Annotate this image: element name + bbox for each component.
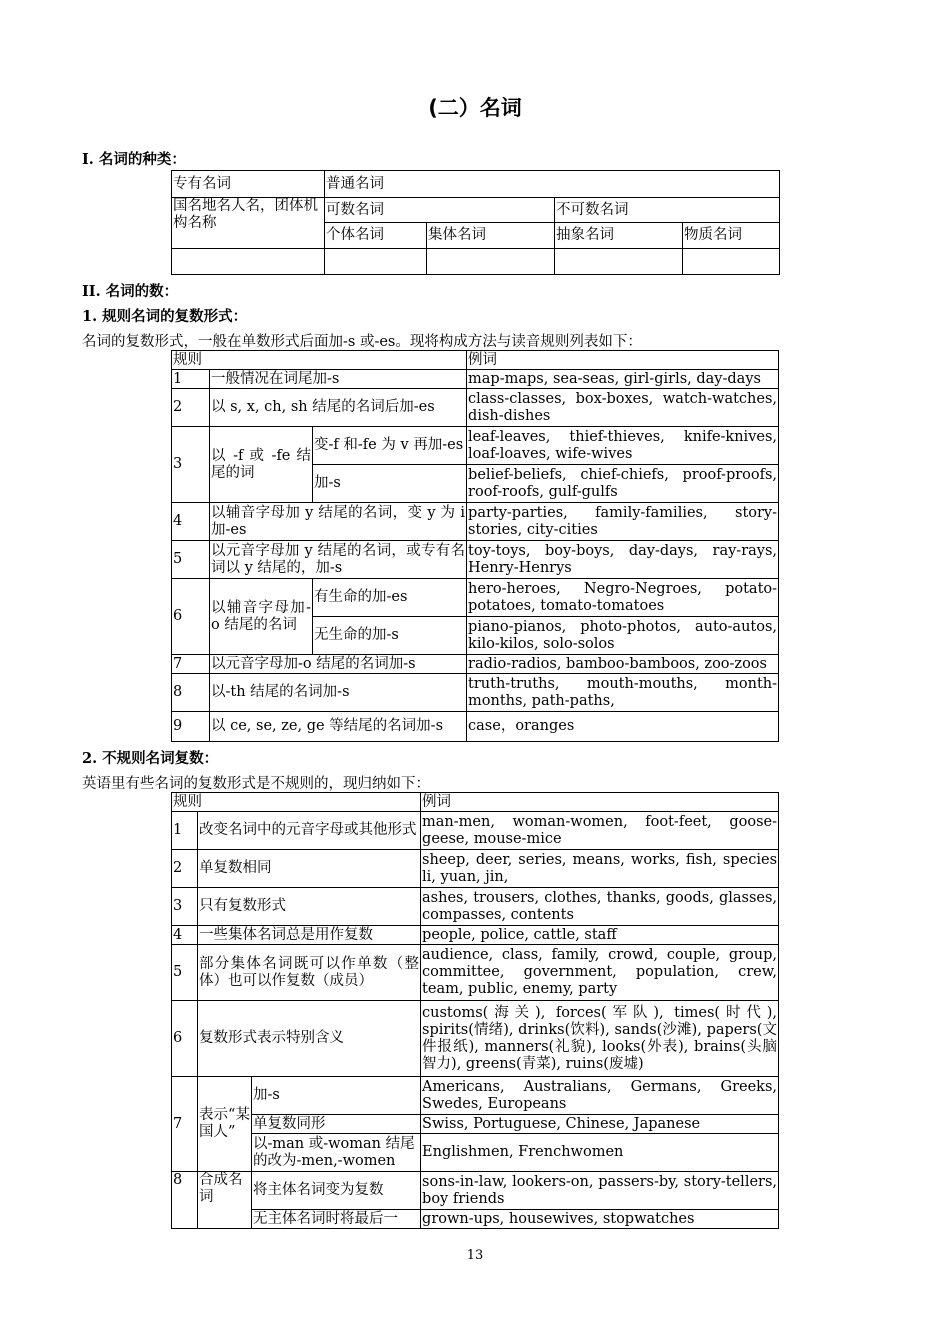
subheading-irregular-plural: 2. 不规则名词复数： bbox=[82, 750, 219, 767]
rule-text: 合成名词 bbox=[198, 1172, 252, 1229]
rule-text: 以 s, x, ch, sh 结尾的名词后加-es bbox=[210, 389, 467, 427]
rule-subtext: 无生命的加-s bbox=[313, 617, 467, 655]
header-rule: 规则 bbox=[172, 351, 467, 370]
rule-number: 3 bbox=[172, 427, 210, 503]
intro-regular-plural: 名词的复数形式，一般在单数形式后面加-s 或-es。现将构成方法与读音规则列表如下： bbox=[82, 334, 642, 350]
irregular-plural-table bbox=[171, 792, 779, 1229]
rule-text: 复数形式表示特别含义 bbox=[198, 1001, 421, 1077]
rule-text: 以元音字母加-o 结尾的名词加-s bbox=[210, 655, 467, 674]
rule-text: 以元音字母加 y 结尾的名词，或专有名词以 y 结尾的，加-s bbox=[210, 541, 467, 579]
cell-proper-noun: 专有名词 bbox=[172, 171, 325, 198]
cell-material: 物质名词 bbox=[683, 223, 780, 249]
rule-example: map-maps, sea-seas, girl-girls, day-days bbox=[467, 370, 779, 389]
rule-subtext: 将主体名词变为复数 bbox=[252, 1172, 421, 1210]
rule-number: 2 bbox=[172, 389, 210, 427]
cell-collective: 集体名词 bbox=[427, 223, 555, 249]
rule-example: case，oranges bbox=[467, 712, 779, 742]
rule-subtext: 加-s bbox=[252, 1077, 421, 1115]
rule-number: 5 bbox=[172, 945, 198, 1001]
cell-countable: 可数名词 bbox=[325, 198, 555, 223]
rule-example: leaf-leaves, thief-thieves, knife-knives, loaf-loaves, wife-wives bbox=[467, 427, 779, 465]
cell-abstract: 抽象名词 bbox=[555, 223, 683, 249]
rule-example: piano-pianos, photo-photos, auto-autos, kilo-kilos, solo-solos bbox=[467, 617, 779, 655]
cell-empty bbox=[555, 249, 683, 275]
rule-number: 7 bbox=[172, 655, 210, 674]
rule-subtext: 变-f 和-fe 为 v 再加-es bbox=[313, 427, 467, 465]
cell-empty bbox=[683, 249, 780, 275]
rule-number: 3 bbox=[172, 888, 198, 926]
header-example: 例词 bbox=[467, 351, 779, 370]
regular-plural-table bbox=[171, 350, 779, 742]
rule-example: customs(海关), forces(军队), times(时代), spirits(情绪), drinks(饮料), sands(沙滩), papers(文件报纸), manners(礼貌), looks(外表), brains(头脑智力), greens(青菜), ruins(废墟) bbox=[421, 1001, 779, 1077]
rule-number: 4 bbox=[172, 926, 198, 945]
cell-common-noun: 普通名词 bbox=[325, 171, 780, 198]
rule-subtext: 无主体名词时将最后一 bbox=[252, 1210, 421, 1229]
rule-text: 表示“某国人” bbox=[198, 1077, 252, 1172]
cell-empty bbox=[172, 249, 325, 275]
rule-text: 以 ce, se, ze, ge 等结尾的名词加-s bbox=[210, 712, 467, 742]
cell-individual: 个体名词 bbox=[325, 223, 427, 249]
rule-subtext: 单复数同形 bbox=[252, 1115, 421, 1134]
subheading-regular-plural: 1. 规则名词的复数形式： bbox=[82, 308, 248, 325]
rule-example: truth-truths, mouth-mouths, month-months, path-paths, bbox=[467, 674, 779, 712]
rule-example: man-men, woman-women, foot-feet, goose-geese, mouse-mice bbox=[421, 812, 779, 850]
rule-subtext: 有生命的加-es bbox=[313, 579, 467, 617]
rule-number: 7 bbox=[172, 1077, 198, 1172]
rule-text: 改变名词中的元音字母或其他形式 bbox=[198, 812, 421, 850]
rule-text: 以辅音字母加 y 结尾的名词，变 y 为 i 加-es bbox=[210, 503, 467, 541]
cell-empty bbox=[427, 249, 555, 275]
rule-example: Englishmen, Frenchwomen bbox=[421, 1134, 779, 1172]
rule-example: Swiss, Portuguese, Chinese, Japanese bbox=[421, 1115, 779, 1134]
rule-text: 以辅音字母加-o 结尾的名词 bbox=[210, 579, 313, 655]
rule-number: 4 bbox=[172, 503, 210, 541]
rule-number: 9 bbox=[172, 712, 210, 742]
rule-subtext: 以-man 或-woman 结尾的改为-men,-women bbox=[252, 1134, 421, 1172]
rule-example: class-classes, box-boxes, watch-watches, dish-dishes bbox=[467, 389, 779, 427]
rule-number: 2 bbox=[172, 850, 198, 888]
rule-example: party-parties, family-families, story-stories, city-cities bbox=[467, 503, 779, 541]
rule-example: sons-in-law, lookers-on, passers-by, story-tellers, boy friends bbox=[421, 1172, 779, 1210]
section-heading-noun-number: II. 名词的数： bbox=[82, 283, 179, 300]
rule-number: 1 bbox=[172, 370, 210, 389]
header-example: 例词 bbox=[421, 793, 779, 812]
rule-text: 以 -f 或 -fe 结尾的词 bbox=[210, 427, 313, 503]
rule-example: hero-heroes, Negro-Negroes, potato-potatoes, tomato-tomatoes bbox=[467, 579, 779, 617]
noun-types-table bbox=[171, 170, 780, 275]
rule-example: Americans, Australians, Germans, Greeks, Swedes, Europeans bbox=[421, 1077, 779, 1115]
rule-number: 8 bbox=[172, 1172, 198, 1229]
rule-example: grown-ups, housewives, stopwatches bbox=[421, 1210, 779, 1229]
rule-text: 以-th 结尾的名词加-s bbox=[210, 674, 467, 712]
rule-example: people, police, cattle, staff bbox=[421, 926, 779, 945]
rule-subtext: 加-s bbox=[313, 465, 467, 503]
rule-example: ashes, trousers, clothes, thanks, goods, glasses, compasses, contents bbox=[421, 888, 779, 926]
rule-text: 单复数相同 bbox=[198, 850, 421, 888]
rule-number: 8 bbox=[172, 674, 210, 712]
rule-number: 5 bbox=[172, 541, 210, 579]
section-heading-noun-types: I. 名词的种类： bbox=[82, 151, 186, 168]
rule-number: 1 bbox=[172, 812, 198, 850]
rule-example: audience, class, family, crowd, couple, group, committee, government, population, crew, team, public, enemy, party bbox=[421, 945, 779, 1001]
rule-number: 6 bbox=[172, 1001, 198, 1077]
cell-uncountable: 不可数名词 bbox=[555, 198, 780, 223]
rule-text: 一般情况在词尾加-s bbox=[210, 370, 467, 389]
rule-example: toy-toys, boy-boys, day-days, ray-rays, Henry-Henrys bbox=[467, 541, 779, 579]
rule-text: 只有复数形式 bbox=[198, 888, 421, 926]
rule-text: 一些集体名词总是用作复数 bbox=[198, 926, 421, 945]
rule-example: belief-beliefs, chief-chiefs, proof-proofs, roof-roofs, gulf-gulfs bbox=[467, 465, 779, 503]
rule-example: sheep, deer, series, means, works, fish, species li, yuan, jin, bbox=[421, 850, 779, 888]
cell-empty bbox=[325, 249, 427, 275]
cell-proper-desc: 国名地名人名，团体机构名称 bbox=[172, 198, 325, 249]
page-number: 13 bbox=[466, 1248, 484, 1263]
page-title: (二）名词 bbox=[428, 96, 522, 120]
header-rule: 规则 bbox=[172, 793, 421, 812]
intro-irregular-plural: 英语里有些名词的复数形式是不规则的，现归纳如下： bbox=[82, 776, 430, 792]
rule-text: 部分集体名词既可以作单数（整体）也可以作复数（成员） bbox=[198, 945, 421, 1001]
rule-example: radio-radios, bamboo-bamboos, zoo-zoos bbox=[467, 655, 779, 674]
rule-number: 6 bbox=[172, 579, 210, 655]
